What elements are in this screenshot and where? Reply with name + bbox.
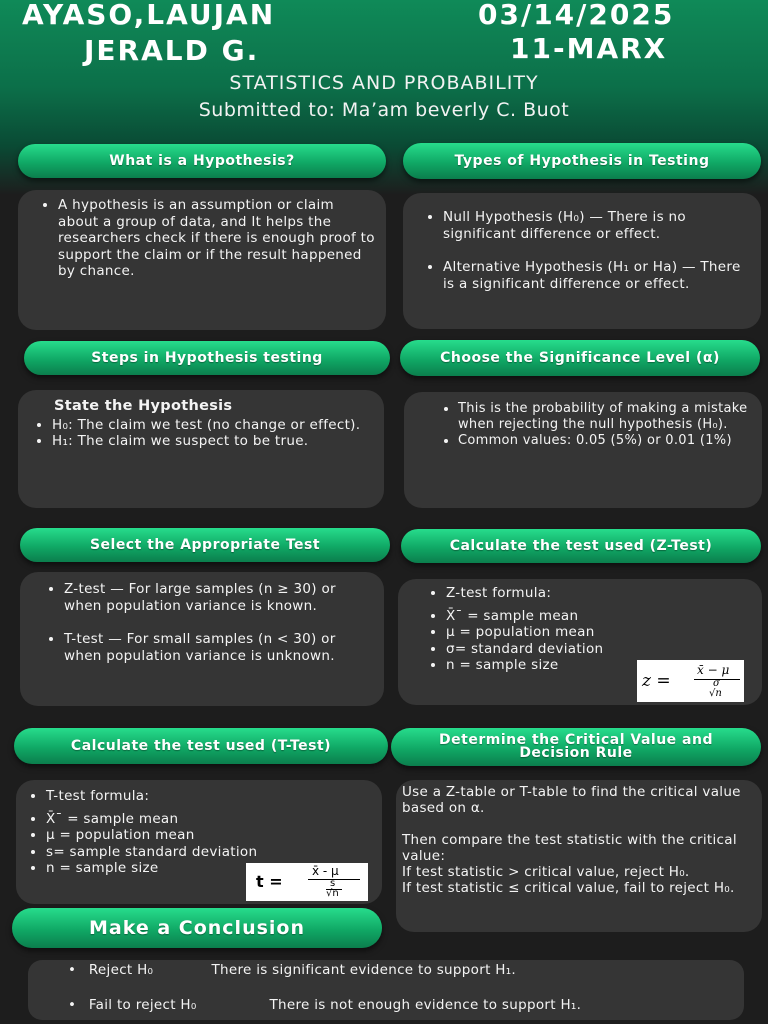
z-formula-lhs: z = — [642, 671, 671, 691]
significance-heading: Choose the Significance Level (α) — [400, 340, 760, 376]
conclusion-card — [28, 960, 744, 1020]
reject-text: There is significant evidence to support H₁. — [211, 962, 517, 978]
steps-card — [18, 390, 384, 508]
conclusion-fail-row — [68, 997, 581, 1014]
z-standard-deviation: • σ= standard deviation — [446, 641, 754, 658]
alternative-hypothesis-item: • Alternative Hypothesis (H₁ or Ha) — There is a significant difference or effect. — [443, 259, 751, 292]
t-formula-image — [246, 863, 368, 901]
t-sample-standard-deviation: • s= sample standard deviation — [46, 844, 374, 861]
conclusion-reject-row — [68, 962, 516, 979]
t-test-criteria: • T-test — For small samples (n < 30) or when population variance is unknown. — [64, 631, 376, 664]
critical-compare-instruction: Then compare the test statistic with the critical value: — [402, 832, 737, 864]
critical-value-heading: Determine the Critical Value and Decision Rule — [391, 728, 761, 766]
conclusion-heading: Make a Conclusion — [12, 908, 382, 948]
t-sample-size: • n = sample size — [46, 860, 374, 877]
bullet-icon: • — [68, 962, 77, 978]
student-name-line1: AYASO,LAUJAN — [22, 0, 276, 31]
z-formula-image — [637, 660, 744, 702]
steps-heading: Steps in Hypothesis testing — [24, 341, 390, 375]
significance-card — [404, 392, 762, 508]
null-hypothesis-item: • Null Hypothesis (H₀) — There is no significant difference or effect. — [443, 209, 751, 242]
student-name-line2: JERALD G. — [84, 34, 260, 67]
decision-rule-reject: If test statistic > critical value, reject H₀. — [402, 864, 690, 880]
t-sample-mean: • X̄¯ = sample mean — [46, 811, 374, 828]
significance-definition: • This is the probability of making a mistake when rejecting the null hypothesis (H₀). — [458, 401, 754, 433]
steps-h0-item: • H₀: The claim we test (no change or effect). — [52, 417, 374, 434]
hypothesis-definition: • A hypothesis is an assumption or claim about a group of data, and It helps the researchers check if there is enough proof to support the claim or if the result happened by chance. — [58, 197, 376, 280]
section-name: 11-MARX — [510, 32, 668, 65]
fail-label: Fail to reject H₀ — [88, 997, 197, 1013]
z-formula-label: • Z-test formula: — [446, 585, 754, 602]
hypothesis-heading: What is a Hypothesis? — [18, 144, 386, 178]
select-test-card — [20, 572, 384, 706]
t-formula-lhs: t = — [256, 872, 283, 891]
fail-text: There is not enough evidence to support H₁. — [269, 997, 582, 1013]
t-formula-den-top: s — [330, 878, 336, 889]
bullet-icon: • — [68, 997, 77, 1013]
hypothesis-card — [18, 190, 386, 330]
z-sample-size: • n = sample size — [446, 657, 754, 674]
z-test-heading: Calculate the test used (Z-Test) — [401, 529, 761, 563]
decision-rule-fail: If test statistic ≤ critical value, fail to reject H₀. — [402, 880, 735, 896]
submission-date: 03/14/2025 — [478, 0, 675, 31]
types-heading: Types of Hypothesis in Testing — [403, 143, 761, 179]
select-test-heading: Select the Appropriate Test — [20, 528, 390, 562]
types-card — [403, 193, 761, 329]
t-formula-label: • T-test formula: — [46, 788, 374, 805]
significance-common-values: • Common values: 0.05 (5%) or 0.01 (1%) — [458, 433, 754, 449]
steps-h1-item: • H₁: The claim we suspect to be true. — [52, 433, 374, 450]
reject-label: Reject H₀ — [88, 962, 154, 978]
z-population-mean: • μ = population mean — [446, 624, 754, 641]
subject-title: STATISTICS AND PROBABILITY — [229, 72, 539, 94]
z-sample-mean: • X̄¯ = sample mean — [446, 608, 754, 625]
critical-value-card — [396, 780, 762, 932]
z-test-criteria: • Z-test — For large samples (n ≥ 30) or when population variance is known. — [64, 581, 376, 614]
submitted-to: Submitted to: Ma’am beverly C. Buot — [198, 99, 570, 121]
z-formula-numerator: x̄ − μ — [697, 663, 730, 677]
z-formula-den-bottom: √n — [709, 688, 722, 699]
z-formula-den-top: σ — [713, 678, 720, 689]
t-population-mean: • μ = population mean — [46, 827, 374, 844]
t-formula-numerator: x̄ - μ — [312, 864, 339, 878]
t-formula-den-bottom: √n — [326, 888, 339, 899]
t-test-heading: Calculate the test used (T-Test) — [14, 728, 388, 764]
steps-subheading: State the Hypothesis — [54, 398, 233, 414]
critical-table-instruction: Use a Z-table or T-table to find the critical value based on α. — [402, 784, 741, 816]
